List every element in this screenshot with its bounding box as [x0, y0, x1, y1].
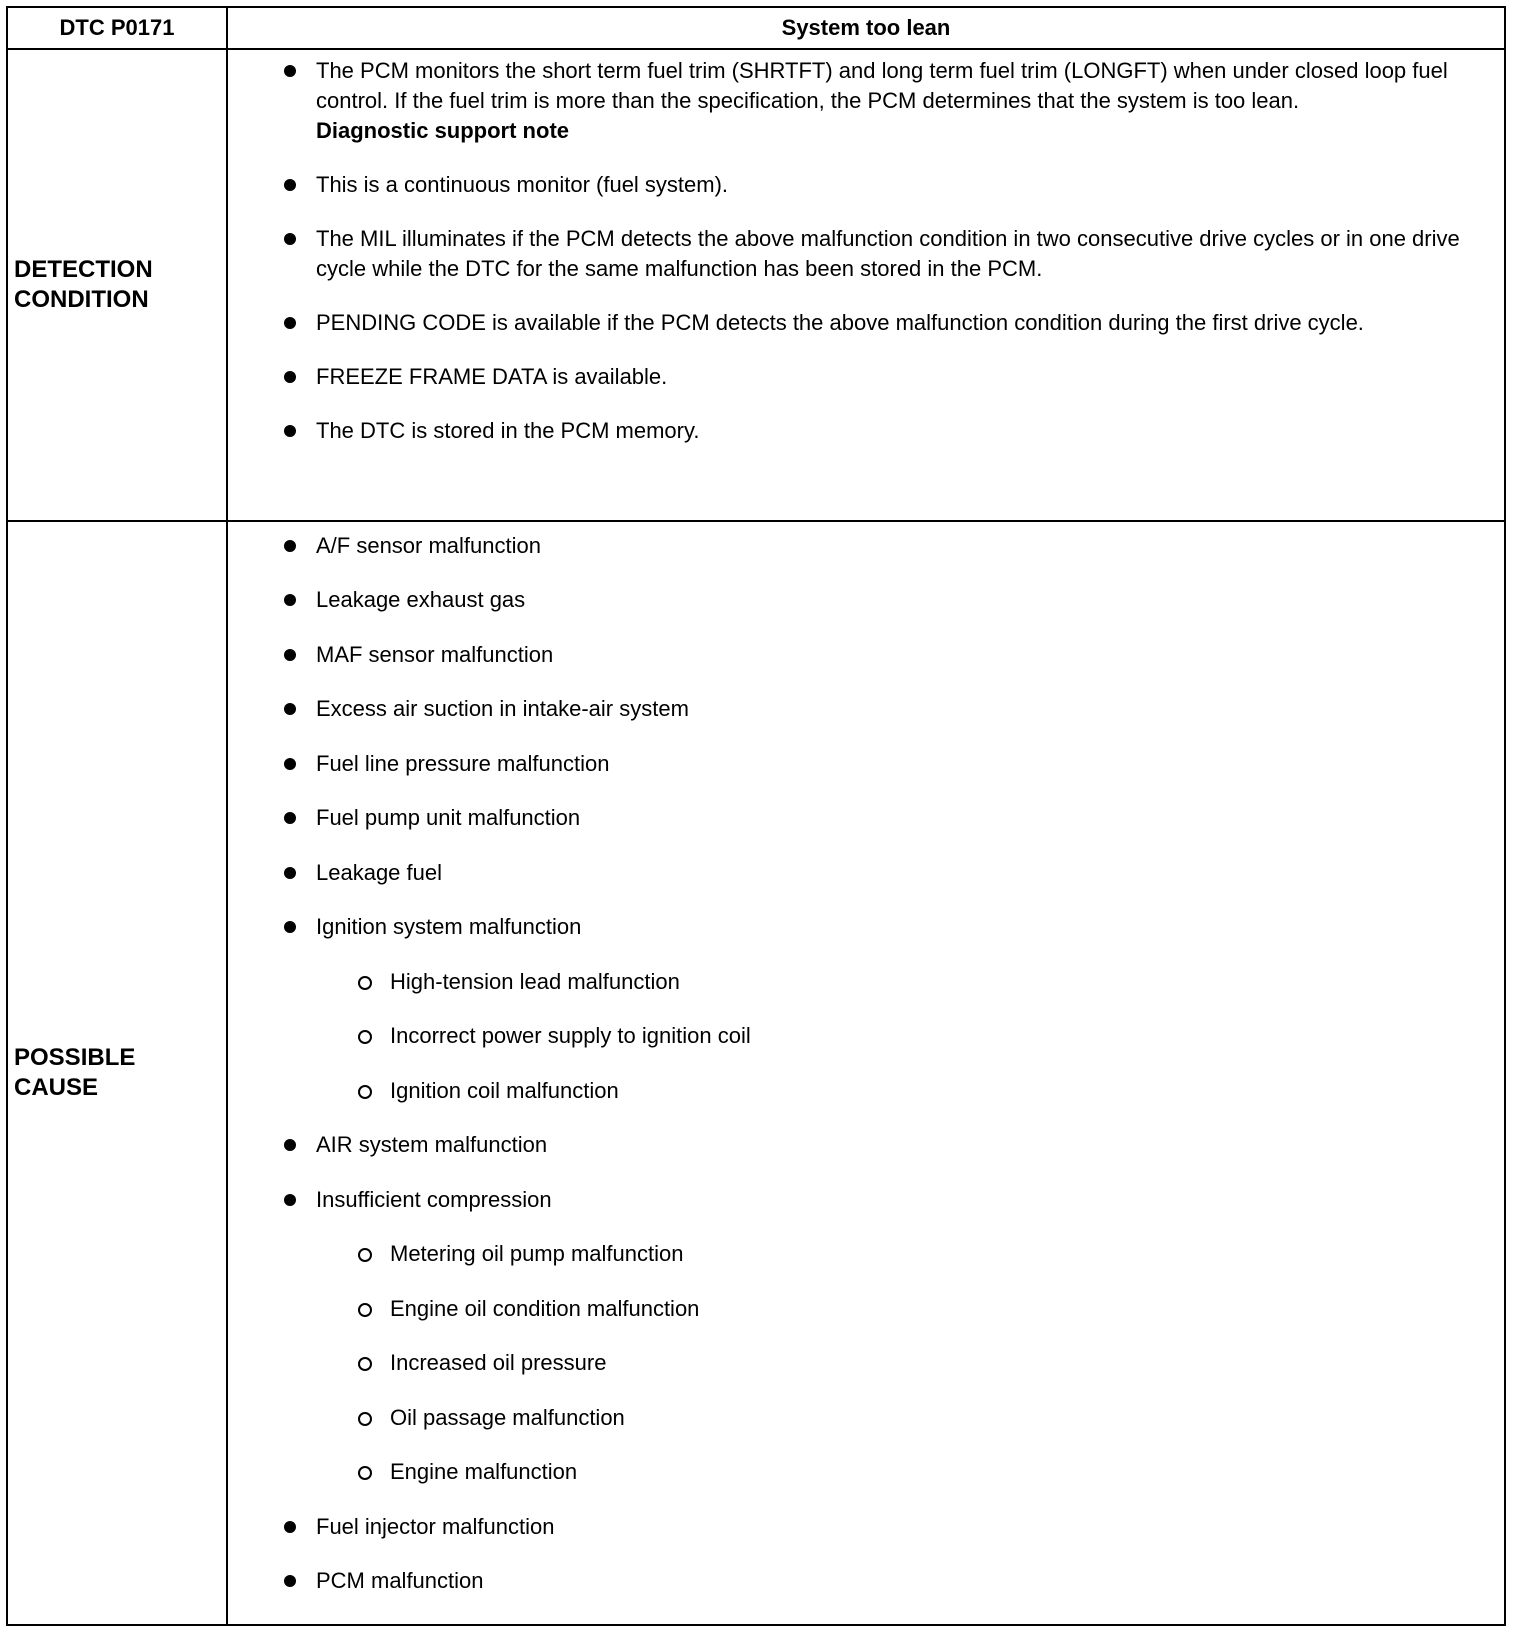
bullet-icon [284, 594, 296, 606]
list-item: MAF sensor malfunction [284, 640, 1484, 670]
list-item: The MIL illuminates if the PCM detects the above malfunction condition in two consecutive drive cycles or in one drive cycle while the DTC for the same malfunction has been stored in the PCM. [284, 224, 1484, 284]
diagnostic-notes-list [284, 170, 1484, 446]
cause-label-line1: POSSIBLE [14, 1043, 136, 1071]
list-item: The PCM monitors the short term fuel trim (SHRTFT) and long term fuel trim (LONGFT) when under closed loop fuel control. If the fuel trim is more than the specification, the PCM determines that the system is too lean. [284, 56, 1484, 116]
bullet-icon [284, 540, 296, 552]
bullet-icon [284, 812, 296, 824]
bullet-icon [284, 1194, 296, 1206]
possible-cause-label [8, 522, 226, 1624]
sub-list-item: Engine oil condition malfunction [284, 1294, 1484, 1324]
detection-condition-row [7, 49, 1505, 521]
list-item: The DTC is stored in the PCM memory. [284, 416, 1484, 446]
bullet-icon [284, 703, 296, 715]
sub-list-item: Oil passage malfunction [284, 1403, 1484, 1433]
bullet-icon [284, 867, 296, 879]
hollow-bullet-icon [358, 1303, 372, 1317]
list-item: Fuel injector malfunction [284, 1512, 1484, 1542]
dtc-table [6, 6, 1506, 1626]
possible-cause-row [7, 521, 1505, 1625]
bullet-icon [284, 179, 296, 191]
possible-cause-content [228, 522, 1504, 1597]
sub-list-item: High-tension lead malfunction [284, 967, 1484, 997]
list-item: PCM malfunction [284, 1566, 1484, 1596]
bullet-icon [284, 1575, 296, 1587]
detection-condition-label [8, 50, 226, 520]
sub-list-item: Engine malfunction [284, 1457, 1484, 1487]
sub-list-item: Ignition coil malfunction [284, 1076, 1484, 1106]
list-item: Ignition system malfunction [284, 912, 1484, 942]
list-item: AIR system malfunction [284, 1130, 1484, 1160]
list-item: PENDING CODE is available if the PCM detects the above malfunction condition during the first drive cycle. [284, 308, 1484, 338]
bullet-icon [284, 65, 296, 77]
hollow-bullet-icon [358, 1085, 372, 1099]
cause-label-line2: CAUSE [14, 1073, 99, 1101]
bullet-icon [284, 425, 296, 437]
bullet-icon [284, 317, 296, 329]
detection-label-line1: DETECTION [14, 255, 153, 283]
list-item: Leakage exhaust gas [284, 585, 1484, 615]
detection-condition-content [228, 50, 1504, 446]
hollow-bullet-icon [358, 1030, 372, 1044]
hollow-bullet-icon [358, 1412, 372, 1426]
list-item: FREEZE FRAME DATA is available. [284, 362, 1484, 392]
header-row [7, 7, 1505, 49]
list-item: Fuel line pressure malfunction [284, 749, 1484, 779]
list-item: Leakage fuel [284, 858, 1484, 888]
list-item: Excess air suction in intake-air system [284, 694, 1484, 724]
hollow-bullet-icon [358, 1248, 372, 1262]
dtc-code: DTC P0171 [7, 7, 227, 49]
bullet-icon [284, 1521, 296, 1533]
diagnostic-support-note-heading: Diagnostic support note [316, 118, 569, 144]
hollow-bullet-icon [358, 1357, 372, 1371]
dtc-title: System too lean [227, 7, 1505, 49]
list-item: Fuel pump unit malfunction [284, 803, 1484, 833]
hollow-bullet-icon [358, 976, 372, 990]
bullet-icon [284, 371, 296, 383]
sub-list-item: Increased oil pressure [284, 1348, 1484, 1378]
sub-list-item: Metering oil pump malfunction [284, 1239, 1484, 1269]
sub-list-item: Incorrect power supply to ignition coil [284, 1021, 1484, 1051]
hollow-bullet-icon [358, 1466, 372, 1480]
possible-cause-list [284, 531, 1484, 1597]
detection-label-line2: CONDITION [14, 285, 149, 313]
bullet-icon [284, 1139, 296, 1151]
list-item: A/F sensor malfunction [284, 531, 1484, 561]
list-item: This is a continuous monitor (fuel system). [284, 170, 1484, 200]
bullet-icon [284, 233, 296, 245]
bullet-icon [284, 649, 296, 661]
detection-list [284, 56, 1484, 116]
list-item: Insufficient compression [284, 1185, 1484, 1215]
bullet-icon [284, 921, 296, 933]
bullet-icon [284, 758, 296, 770]
